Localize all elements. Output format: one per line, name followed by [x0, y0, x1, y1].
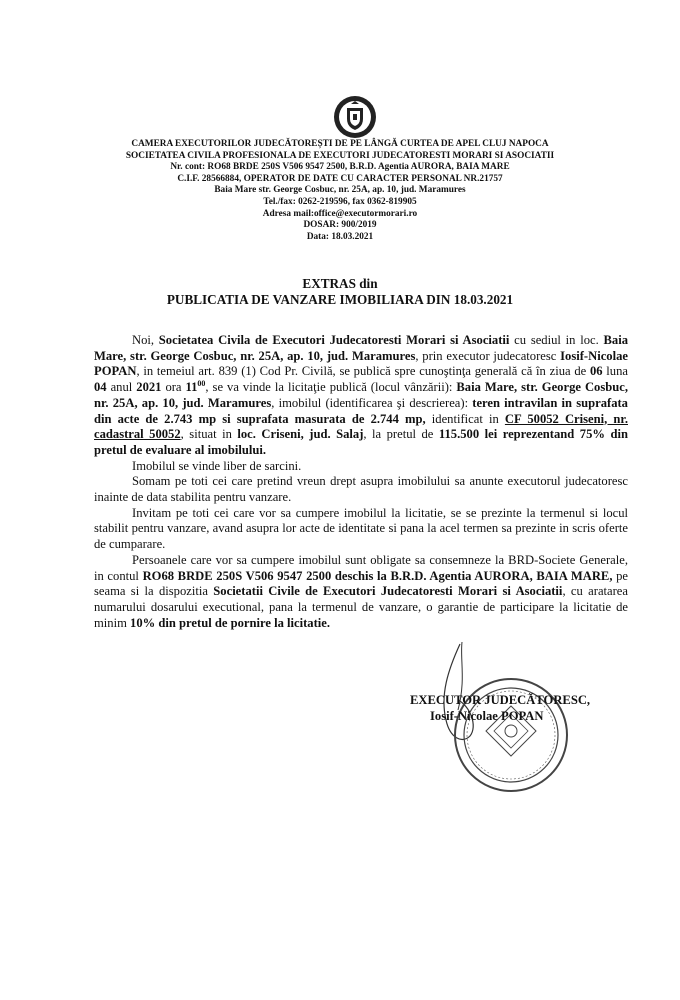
header-bank-account: Nr. cont: RO68 BRDE 250S V506 9547 2500, B.R.D. Agentia AURORA, BAIA MARE	[170, 162, 510, 173]
header-address: Baia Mare str. George Cosbuc, nr. 25A, ap. 10, jud. Maramures	[214, 185, 466, 196]
signer-name: Iosif-Nicolae POPAN	[430, 709, 544, 723]
coat-of-arms-emblem	[332, 94, 378, 140]
document-title	[60, 276, 620, 307]
document-header	[60, 139, 620, 243]
header-email: Adresa mail:office@executormorari.ro	[262, 208, 418, 219]
header-phone: Tel./fax: 0262-219596, fax 0362-819905	[263, 196, 417, 207]
header-date: Data: 18.03.2021	[306, 231, 374, 242]
signature-block	[410, 692, 650, 724]
header-fiscal-code: C.I.F. 28566884, OPERATOR DE DATE CU CARACTER PERSONAL NR.21757	[177, 173, 503, 184]
paragraph-guarantee: Persoanele care vor sa cumpere imobilul sunt obligate sa consemneze la BRD-Societe Generale, in contul RO68 BRDE 250S V506 9547 2500 deschis la B.R.D. Agentia AURORA, BAIA MARE, pe seama si la dispozitia Societatii Civile de Executori Judecatoresti Morari si Asociatii, cu aratarea numarului dosarului executional, pana la termenul de vanzare, o garantie de participare la licitatie de minim 10% din pretul de pornire la licitatie.	[94, 552, 628, 630]
title-line-2: PUBLICATIA DE VANZARE IMOBILIARA DIN 18.03.2021	[166, 291, 514, 307]
document-body	[94, 333, 628, 631]
header-file-number: DOSAR: 900/2019	[303, 220, 377, 231]
paragraph-invitation: Invitam pe toti cei care vor sa cumpere imobilul la licitatie, se se prezinte la termenul si locul stabilit pentru vanzare, avand asupra lor acte de identitate si pana la acel termen sa prezinte in scris oferte de cumparare.	[94, 505, 628, 552]
header-chamber-name: CAMERA EXECUTORILOR JUDECĂTOREȘTI DE PE LÂNGĂ CURTEA DE APEL CLUJ NAPOCA	[131, 139, 549, 149]
paragraph-sale-notice: Noi, Societatea Civila de Executori Judecatoresti Morari si Asociatii cu sediul in loc. Baia Mare, str. George Cosbuc, nr. 25A, ap. 10, jud. Maramures, prin executor judecatoresc Iosif-Nicolae POPAN, in temeiul art. 839 (1) Cod Pr. Civilă, se publică spre cunoştinţa generală că în ziua de 06 luna 04 anul 2021 ora $11^{00}$, se va vinde la licitaţie publică (locul vânzării): Baia Mare, str. George Cosbuc, nr. 25A, ap. 10, jud. Maramures, imobilul (identificarea şi descrierea): teren intravilan in suprafata din acte de 2.743 mp si suprafata masurata de 2.744 mp, identificat in CF 50052 Criseni, nr. cadastral 50052, situat in loc. Criseni, jud. Salaj, la pretul de 115.500 lei reprezentand 75% din pretul de evaluare al imobilului.	[94, 333, 628, 457]
paragraph-encumbrance: Imobilul se vinde liber de sarcini.	[132, 458, 302, 473]
header-society-name: SOCIETATEA CIVILA PROFESIONALA DE EXECUTORI JUDECATORESTI MORARI SI ASOCIATII	[125, 150, 555, 161]
title-line-1: EXTRAS din	[302, 276, 378, 291]
paragraph-summons: Somam pe toti cei care pretind vreun drept asupra imobilului sa anunte executorul judecatoresc inainte de data stabilita pentru vanzare.	[94, 474, 628, 505]
signer-title: EXECUTOR JUDECĂTORESC,	[410, 693, 591, 707]
